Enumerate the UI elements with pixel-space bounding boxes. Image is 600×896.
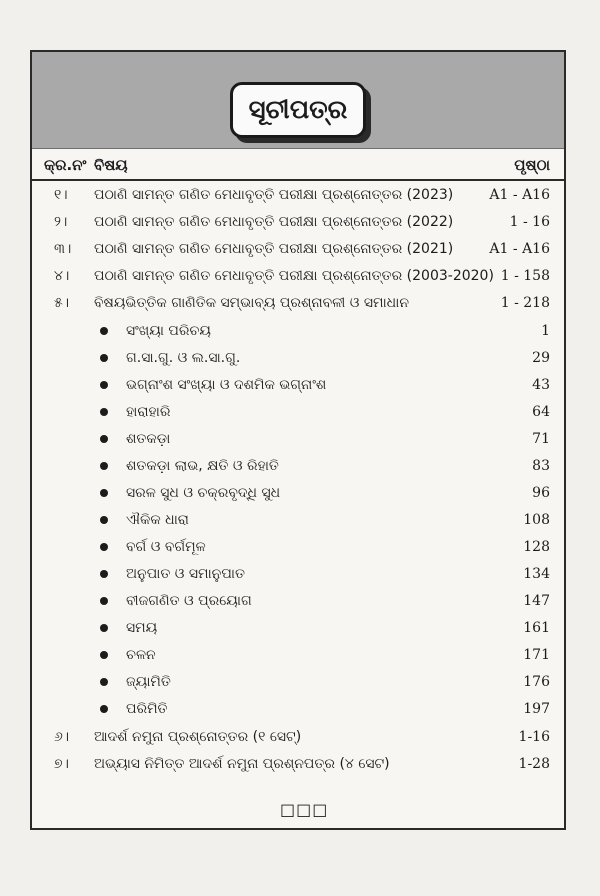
serial-column-header: କ୍ର.ନଂ xyxy=(44,156,87,174)
entry-serial: ୬। xyxy=(54,729,70,745)
bullet-icon xyxy=(100,705,108,713)
bullet-icon xyxy=(100,408,108,416)
bullet-icon xyxy=(100,489,108,497)
bullet-icon xyxy=(100,678,108,686)
entry-serial: ୫। xyxy=(54,295,70,311)
subtopic-subject: ସରଳ ସୁଧ ଓ ଚକ୍ରବୃଦ୍ଧି ସୁଧ xyxy=(126,485,281,501)
subtopic-page: 134 xyxy=(523,566,550,582)
subtopic-item xyxy=(32,642,564,668)
subtopic-page: 147 xyxy=(523,593,550,609)
end-ornament: □□□ xyxy=(280,800,329,819)
entry-page: 1 - 16 xyxy=(509,214,550,230)
entry-page: A1 - A16 xyxy=(489,241,550,257)
contents-frame xyxy=(30,50,566,830)
subtopic-subject: ପରିମିତି xyxy=(126,701,168,717)
page-title: ସୂଚୀପତ୍ର xyxy=(230,82,366,138)
entry-page: 1-28 xyxy=(518,756,550,772)
subtopic-subject: ଐକିକ ଧାରା xyxy=(126,512,189,528)
subtopic-page: 128 xyxy=(523,539,550,555)
list-item xyxy=(32,724,564,750)
subtopic-item xyxy=(32,561,564,587)
subtopic-subject: ବର୍ଗ ଓ ବର୍ଗମୂଳ xyxy=(126,539,206,555)
subtopic-page: 71 xyxy=(532,431,550,447)
subtopic-subject: ଶତକଡ଼ା xyxy=(126,431,171,447)
entry-subject: ପଠାଣି ସାମନ୍ତ ଗଣିତ ମେଧାବୃତ୍ତି ପରୀକ୍ଷା ପ୍ରଶ୍ନୋତ୍ତର (2023) xyxy=(94,187,454,203)
subtopic-item xyxy=(32,399,564,425)
subject-column-header: ବିଷୟ xyxy=(94,156,128,174)
list-item xyxy=(32,209,564,235)
subtopic-item xyxy=(32,669,564,695)
bullet-icon xyxy=(100,462,108,470)
subtopic-subject: ସଂଖ୍ୟା ପରିଚୟ xyxy=(126,323,211,339)
bullet-icon xyxy=(100,651,108,659)
subtopic-page: 1 xyxy=(541,323,550,339)
subtopic-item xyxy=(32,615,564,641)
subtopic-item xyxy=(32,426,564,452)
subtopic-item xyxy=(32,453,564,479)
subtopic-item xyxy=(32,345,564,371)
bullet-icon xyxy=(100,516,108,524)
bullet-icon xyxy=(100,570,108,578)
bullet-icon xyxy=(100,624,108,632)
subtopic-page: 161 xyxy=(523,620,550,636)
entry-page: 1 - 218 xyxy=(500,295,550,311)
list-item xyxy=(32,290,564,316)
subtopic-subject: ବୀଜଗଣିତ ଓ ପ୍ରୟୋଗ xyxy=(126,593,252,609)
subtopic-page: 64 xyxy=(532,404,550,420)
bullet-icon xyxy=(100,327,108,335)
bullet-icon xyxy=(100,381,108,389)
subtopic-item xyxy=(32,480,564,506)
entry-subject: ଅଭ୍ୟାସ ନିମିତ୍ତ ଆଦର୍ଶ ନମୁନା ପ୍ରଶ୍ନପତ୍ର (୪ ସେଟ) xyxy=(94,756,390,772)
bullet-icon xyxy=(100,435,108,443)
subtopic-item xyxy=(32,507,564,533)
entry-subject: ପଠାଣି ସାମନ୍ତ ଗଣିତ ମେଧାବୃତ୍ତି ପରୀକ୍ଷା ପ୍ରଶ୍ନୋତ୍ତର (2022) xyxy=(94,214,454,230)
subtopic-page: 29 xyxy=(532,350,550,366)
entry-subject: ଆଦର୍ଶ ନମୁନା ପ୍ରଶ୍ନୋତ୍ତର (୧ ସେଟ୍) xyxy=(94,729,302,745)
entry-serial: ୪। xyxy=(54,268,70,284)
subtopic-subject: ସମୟ xyxy=(126,620,158,636)
entry-page: 1 - 158 xyxy=(500,268,550,284)
page-column-header: ପୃଷ୍ଠା xyxy=(514,156,550,174)
entry-subject: ବିଷୟଭିତ୍ତିକ ଗାଣିତିକ ସମ୍ଭାବ୍ୟ ପ୍ରଶ୍ନାବଳୀ ଓ ସମାଧାନ xyxy=(94,295,409,311)
header-divider xyxy=(32,179,564,181)
entry-serial: ୨। xyxy=(54,214,68,230)
subtopic-subject: ଚଳନ xyxy=(126,647,156,663)
subtopic-item xyxy=(32,534,564,560)
entry-subject: ପଠାଣି ସାମନ୍ତ ଗଣିତ ମେଧାବୃତ୍ତି ପରୀକ୍ଷା ପ୍ରଶ୍ନୋତ୍ତର (2003-2020) xyxy=(94,268,494,284)
subtopic-subject: ଭଗ୍ନାଂଶ ସଂଖ୍ୟା ଓ ଦଶମିକ ଭଗ୍ନାଂଶ xyxy=(126,377,327,393)
subtopic-subject: ଶତକଡ଼ା ଲାଭ, କ୍ଷତି ଓ ରିହାତି xyxy=(126,458,279,474)
subtopic-page: 197 xyxy=(523,701,550,717)
subtopic-page: 43 xyxy=(532,377,550,393)
subtopic-item xyxy=(32,696,564,722)
list-item xyxy=(32,751,564,777)
subtopic-item xyxy=(32,588,564,614)
entry-serial: ୩। xyxy=(54,241,72,257)
subtopic-subject: ଅନୁପାତ ଓ ସମାନୁପାତ xyxy=(126,566,245,582)
entry-page: 1-16 xyxy=(518,729,550,745)
entry-serial: ୧। xyxy=(54,187,68,203)
subtopic-page: 171 xyxy=(523,647,550,663)
subtopic-subject: ଗ.ସା.ଗୁ. ଓ ଲ.ସା.ଗୁ. xyxy=(126,350,241,366)
entry-page: A1 - A16 xyxy=(489,187,550,203)
subtopic-page: 96 xyxy=(532,485,550,501)
subtopic-item xyxy=(32,318,564,344)
subtopic-item xyxy=(32,372,564,398)
header-band xyxy=(32,52,564,149)
list-item xyxy=(32,236,564,262)
list-item xyxy=(32,182,564,208)
subtopic-subject: ହାରାହାରି xyxy=(126,404,171,420)
bullet-icon xyxy=(100,597,108,605)
subtopic-subject: ଜ୍ୟାମିତି xyxy=(126,674,171,690)
list-item xyxy=(32,263,564,289)
bullet-icon xyxy=(100,543,108,551)
subtopic-page: 108 xyxy=(523,512,550,528)
entry-serial: ୭। xyxy=(54,756,69,772)
bullet-icon xyxy=(100,354,108,362)
subtopic-page: 83 xyxy=(532,458,550,474)
entry-subject: ପଠାଣି ସାମନ୍ତ ଗଣିତ ମେଧାବୃତ୍ତି ପରୀକ୍ଷା ପ୍ରଶ୍ନୋତ୍ତର (2021) xyxy=(94,241,454,257)
subtopic-page: 176 xyxy=(523,674,550,690)
